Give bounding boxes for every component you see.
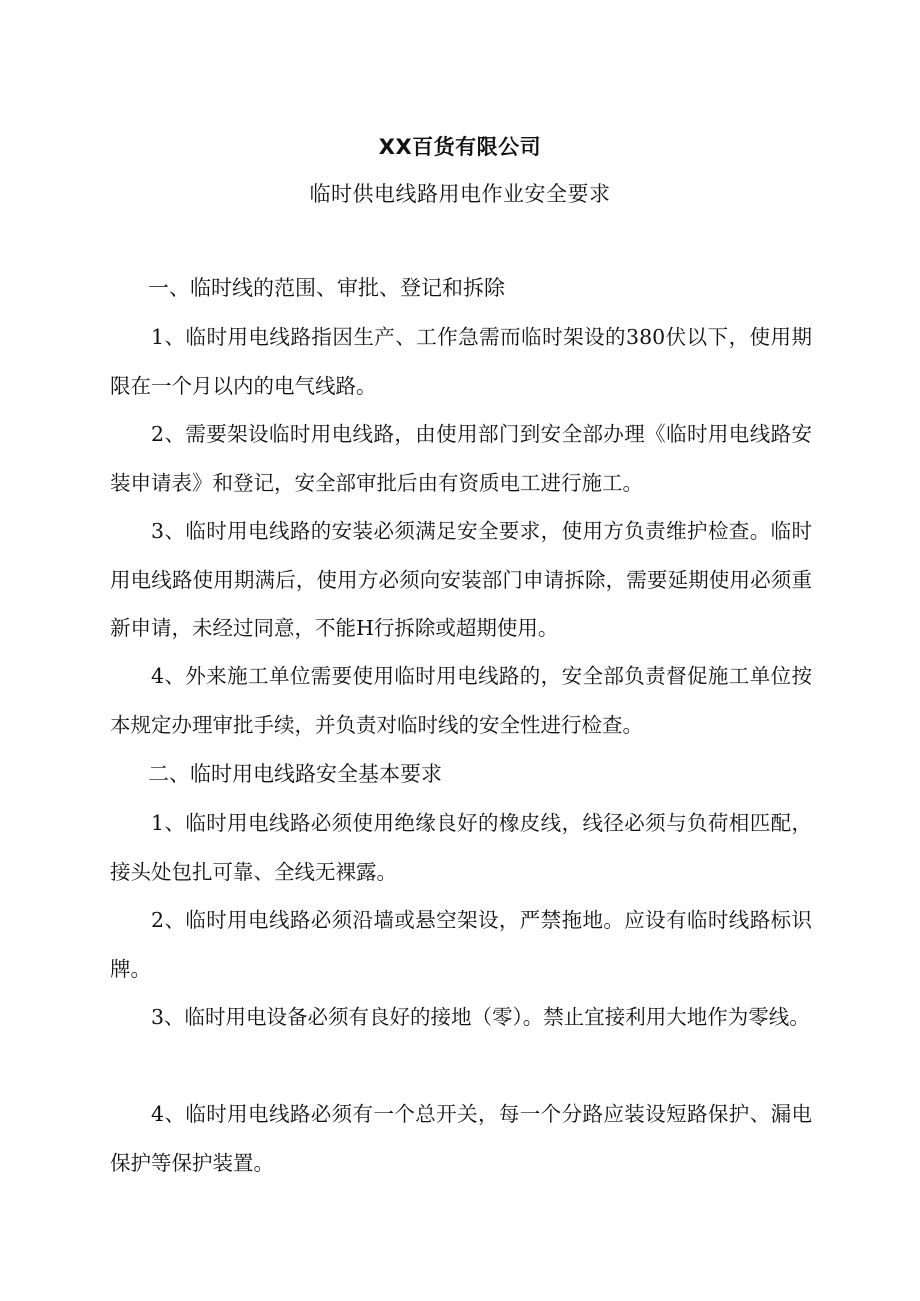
section-1-paragraph-4: 4、外来施工单位需要使用临时用电线路的，安全部负责督促施工单位按本规定办理审批手续，并负责对临时线的安全性进行检查。 — [110, 664, 812, 737]
section-heading-1: 一、临时线的范围、审批、登记和拆除 — [148, 276, 505, 300]
section-2-paragraph-4: 4、临时用电线路必须有一个总开关，每一个分路应装设短路保护、漏电保护等保护装置。 — [110, 1102, 812, 1175]
document-title: 临时供电线路用电作业安全要求 — [309, 182, 611, 206]
section-1-paragraph-3: 3、临时用电线路的安装必须满足安全要求，使用方负责维护检查。临时用电线路使用期满后，使用方必须向安装部门申请拆除，需要延期使用必须重新申请，未经过同意，不能H行拆除或超期使用。 — [110, 519, 812, 640]
section-2-paragraph-1: 1、临时用电线路必须使用绝缘良好的橡皮线，线径必须与负荷相匹配，接头处包扎可靠、全线无裸露。 — [110, 811, 812, 884]
section-heading-2: 二、临时用电线路安全基本要求 — [148, 762, 442, 786]
company-name: XX百货有限公司 — [378, 135, 542, 159]
section-1-paragraph-2: 2、需要架设临时用电线路，由使用部门到安全部办理《临时用电线路安装申请表》和登记，安全部审批后由有资质电工进行施工。 — [110, 422, 812, 495]
section-2-paragraph-2: 2、临时用电线路必须沿墙或悬空架设，严禁拖地。应设有临时线路标识牌。 — [110, 908, 812, 981]
section-2-paragraph-3: 3、临时用电设备必须有良好的接地（零）。禁止宜接利用大地作为零线。 — [151, 1005, 810, 1029]
section-1-paragraph-1: 1、临时用电线路指因生产、工作急需而临时架设的380伏以下，使用期限在一个月以内的电气线路。 — [110, 325, 812, 398]
